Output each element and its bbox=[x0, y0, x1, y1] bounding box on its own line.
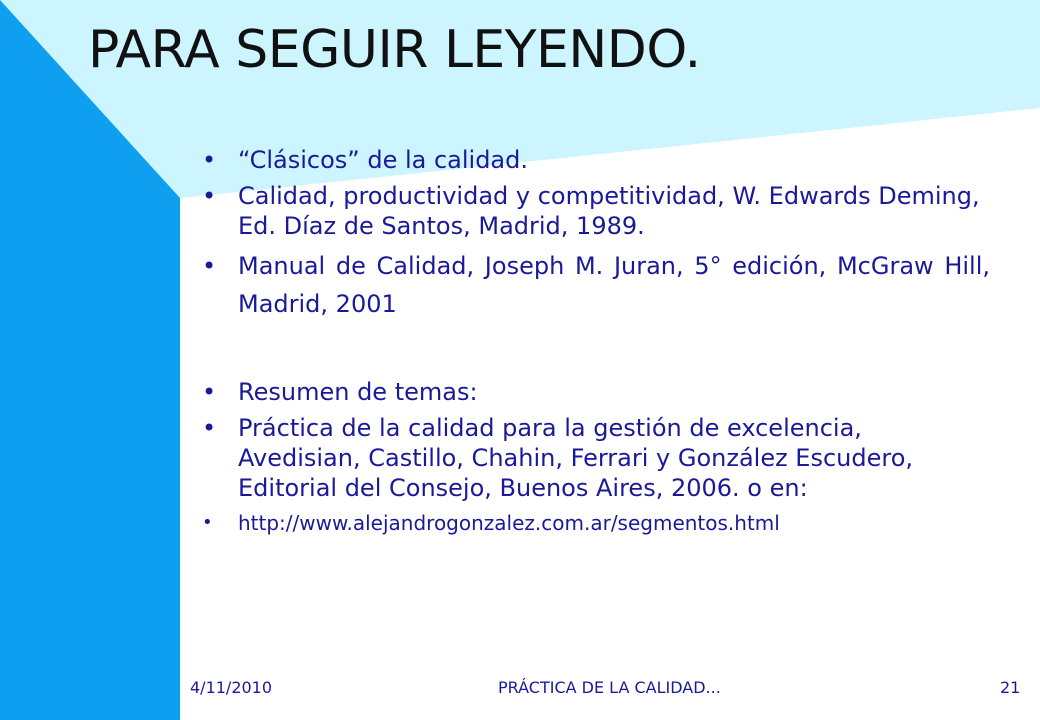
bullet-resumen: • Resumen de temas: bbox=[198, 377, 990, 407]
bullet-link[interactable]: • http://www.alejandrogonzalez.com.ar/segmentos.html bbox=[198, 509, 990, 537]
slide-number: 21 bbox=[1000, 678, 1021, 697]
footer-title: PRÁCTICA DE LA CALIDAD... bbox=[498, 678, 721, 697]
bullet-juran: • Manual de Calidad, Joseph M. Juran, 5° edición, McGraw Hill, Madrid, 2001 bbox=[198, 247, 990, 323]
page-title: PARA SEGUIR LEYENDO. bbox=[88, 20, 701, 80]
bullet-clasicos: • “Clásicos” de la calidad. bbox=[198, 145, 990, 175]
bullet-practica: • Práctica de la calidad para la gestión de excelencia, Avedisian, Castillo, Chahin, Ferrari y González Escudero, Editorial del Consejo, Buenos Aires, 2006. o en: bbox=[198, 413, 990, 503]
footer-date: 4/11/2010 bbox=[190, 678, 273, 697]
bullet-deming: • Calidad, productividad y competitividad, W. Edwards Deming, Ed. Díaz de Santos, Madrid, 1989. bbox=[198, 181, 990, 241]
bullet-list bbox=[198, 145, 990, 543]
